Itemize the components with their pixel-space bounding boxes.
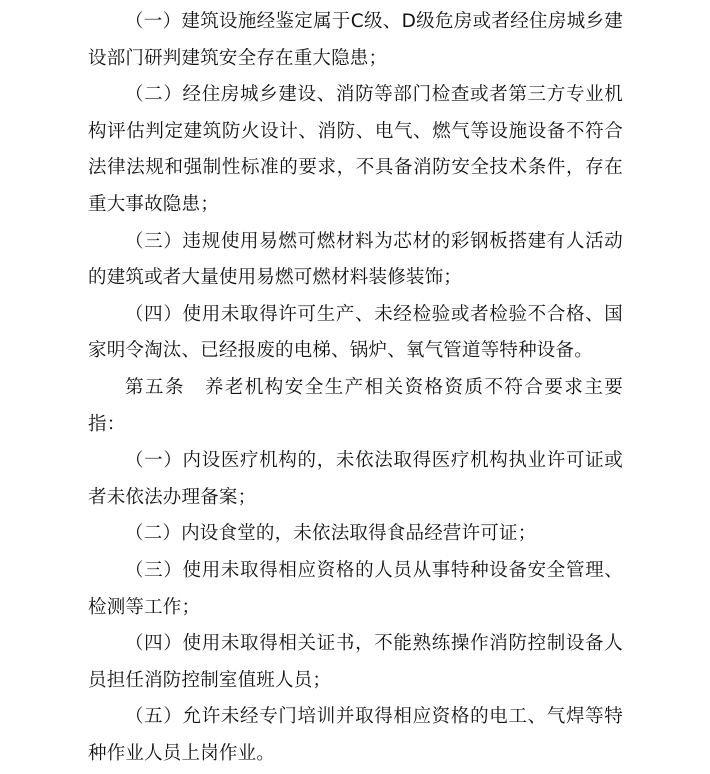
paragraph-item-5-5: （五）允许未经专门培训并取得相应资格的电工、气焊等特种作业人员上岗作业。 <box>88 706 623 764</box>
paragraph-item-1: （一）建筑设施经鉴定属于C级、D级危房或者经住房城乡建设部门研判建筑安全存在重大隐患； <box>88 11 623 69</box>
paragraph-item-4: （四）使用未取得许可生产、未经检验或者检验不合格、国家明令淘汰、已经报废的电梯、锅炉、氧气管道等特种设备。 <box>88 303 623 362</box>
paragraph-item-5-2: （二）内设食堂的，未依法取得食品经营许可证； <box>125 523 537 545</box>
paragraph-item-5-4: （四）使用未取得相关证书，不能熟练操作消防控制设备人员担任消防控制室值班人员； <box>88 633 623 691</box>
document-body <box>88 0 623 772</box>
article-5-heading: 第五条 养老机构安全生产相关资格资质不符合要求主要指： <box>88 376 623 435</box>
paragraph-item-3: （三）违规使用易燃可燃材料为芯材的彩钢板搭建有人活动的建筑或者大量使用易燃可燃材料装修装饰； <box>88 230 623 289</box>
paragraph-item-2: （二）经住房城乡建设、消防等部门检查或者第三方专业机构评估判定建筑防火设计、消防、电气、燃气等设施设备不符合法律法规和强制性标准的要求，不具备消防安全技术条件，存在重大事故隐患； <box>88 84 623 215</box>
paragraph-item-5-3: （三）使用未取得相应资格的人员从事特种设备安全管理、检测等工作； <box>88 559 623 618</box>
paragraph-item-5-1: （一）内设医疗机构的，未依法取得医疗机构执业许可证或者未依法办理备案； <box>88 450 623 508</box>
